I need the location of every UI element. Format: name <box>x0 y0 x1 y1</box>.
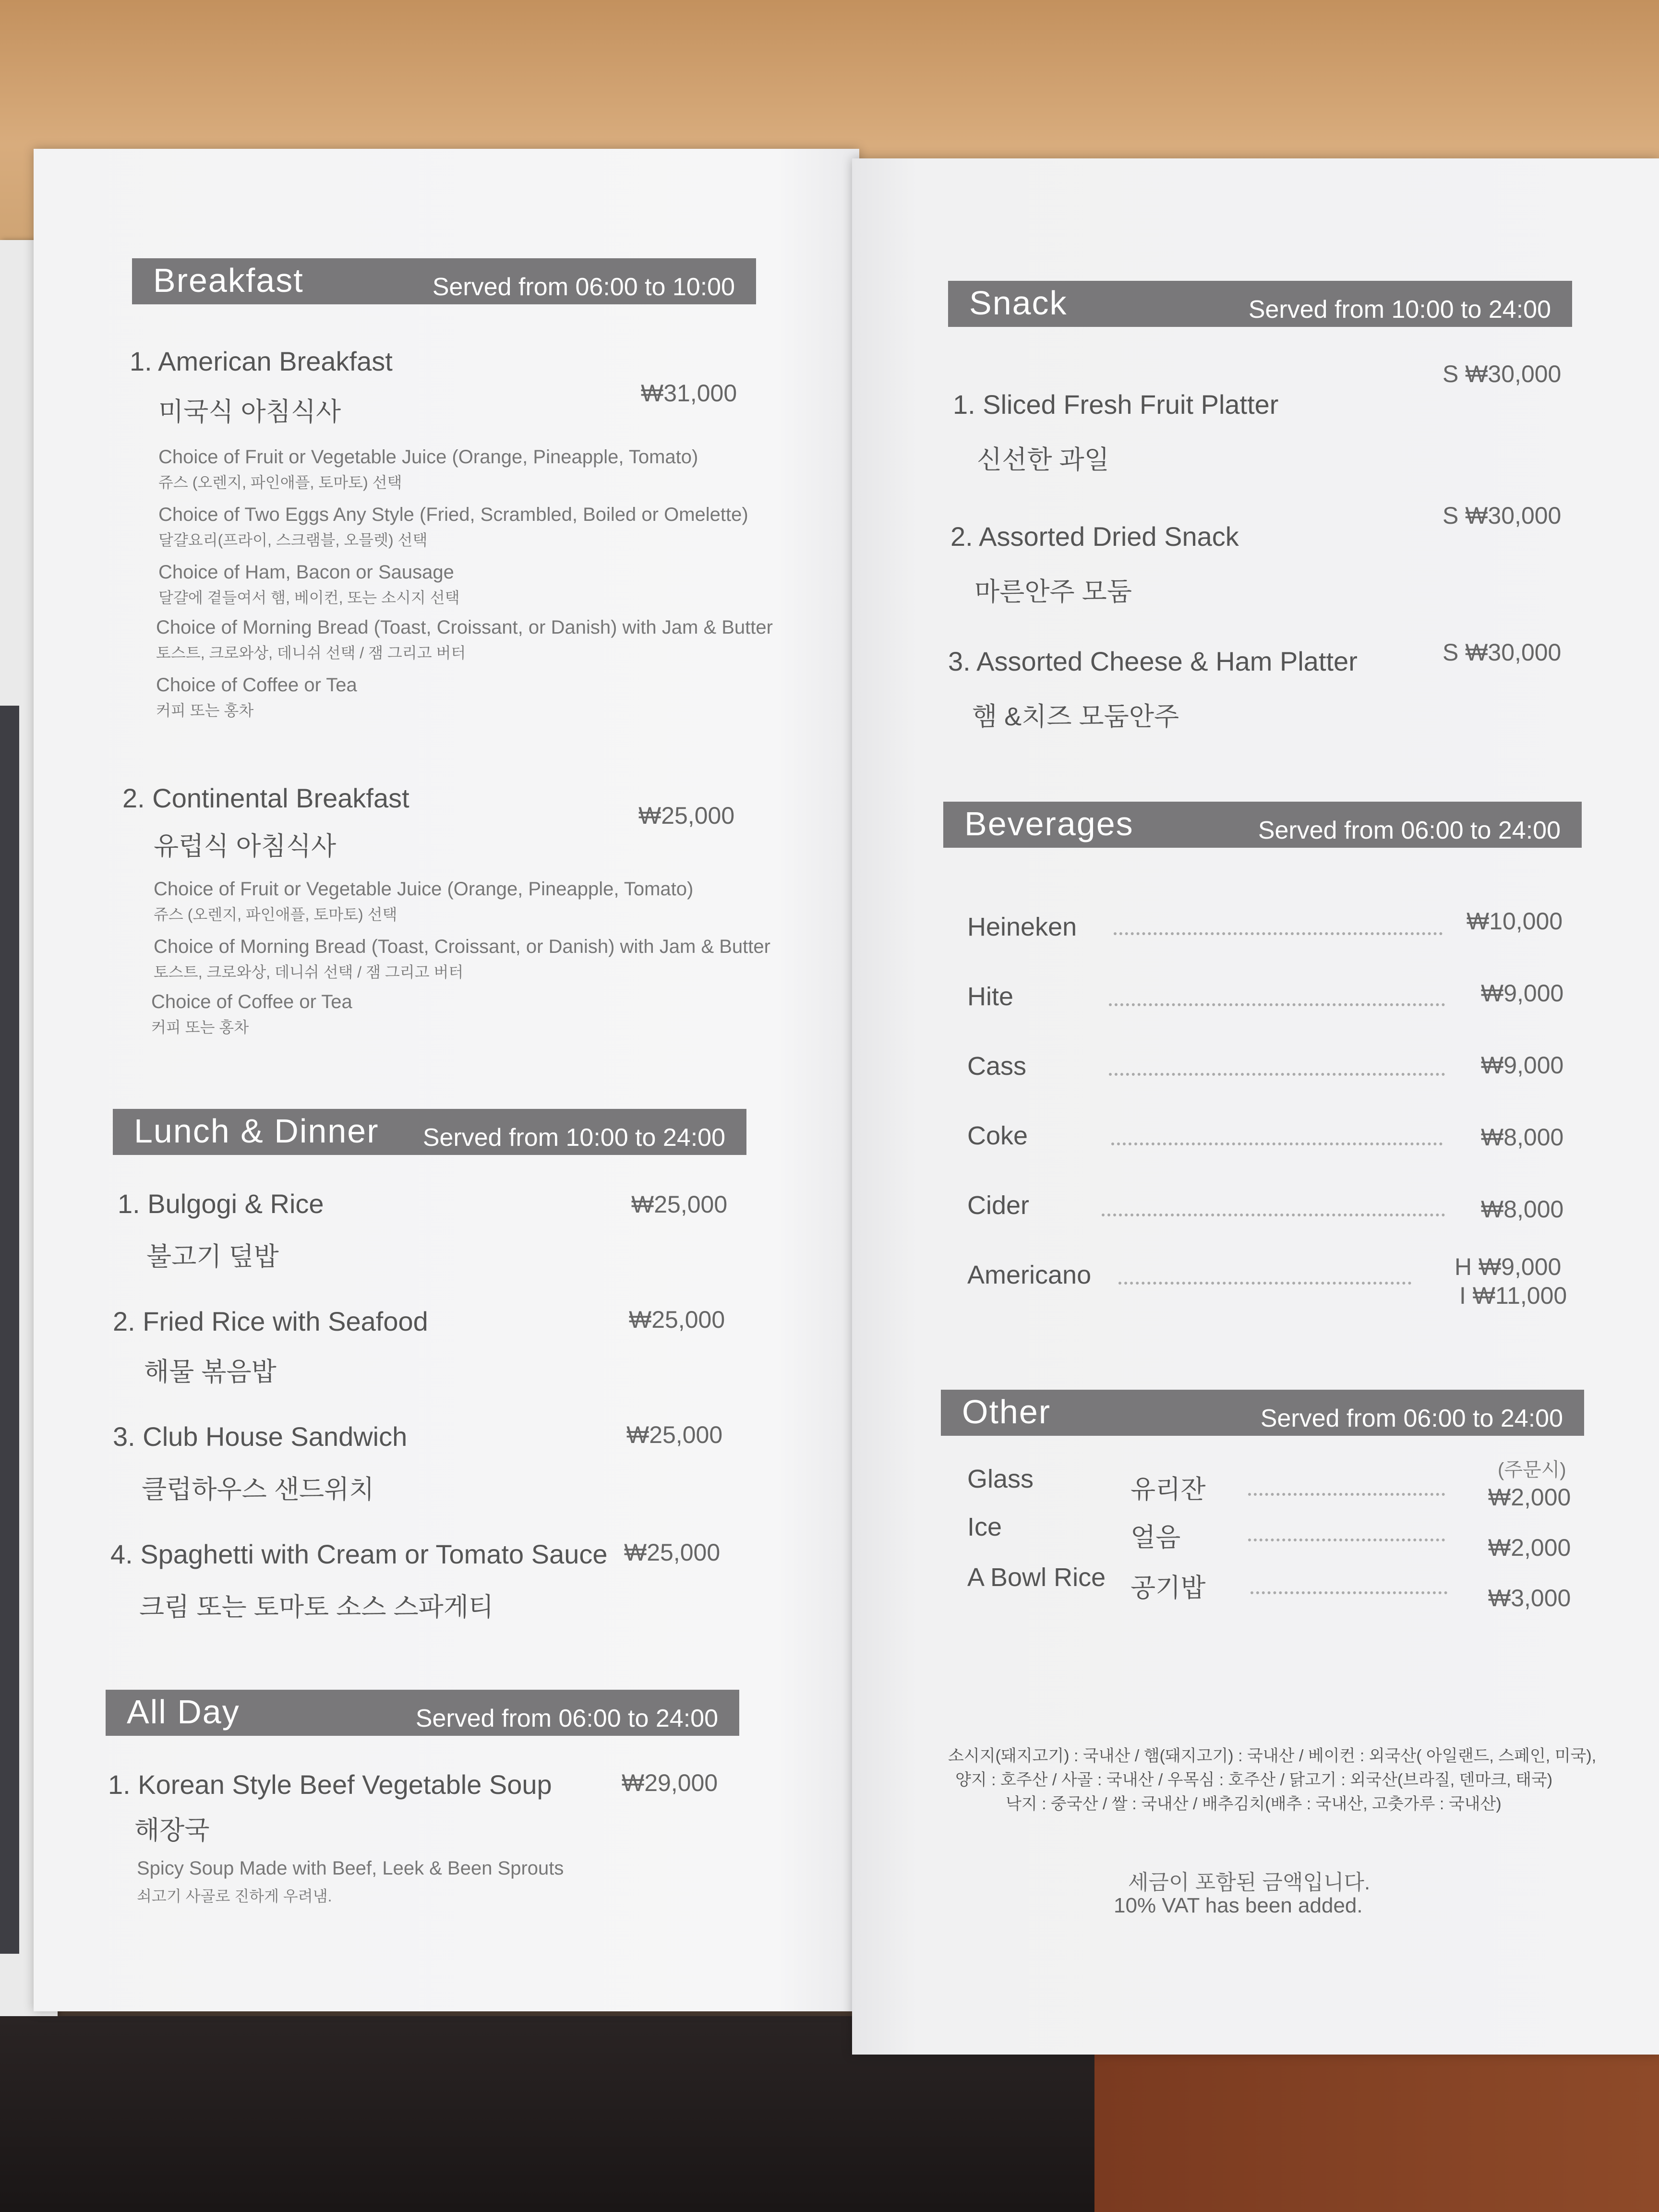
menu-item-title: 3. Assorted Cheese & Ham Platter <box>948 646 1358 676</box>
menu-item-korean: 해장국 <box>134 1816 210 1845</box>
other-item-price: ₩3,000 <box>1488 1585 1571 1611</box>
item-detail-korean: 쇠고기 사골로 진하게 우려냄. <box>137 1887 332 1905</box>
item-detail: Choice of Two Eggs Any Style (Fried, Scrambled, Boiled or Omelette) <box>158 504 748 525</box>
menu-item-korean: 불고기 덮밥 <box>146 1242 279 1271</box>
menu-item-korean: 신선한 과일 <box>977 445 1109 474</box>
snack-header <box>948 281 1572 327</box>
item-detail-korean: 쥬스 (오렌지, 파인애플, 토마토) 선택 <box>154 906 397 923</box>
menu-item-korean: 미국식 아침식사 <box>158 397 341 426</box>
lunch-dinner-title: Lunch & Dinner <box>134 1112 379 1150</box>
vat-note-korean: 세금이 포함된 금액입니다. <box>1128 1871 1370 1894</box>
other-title: Other <box>962 1393 1051 1431</box>
all-day-time: Served from 06:00 to 24:00 <box>415 1705 718 1732</box>
origin-note: 소시지(돼지고기) : 국내산 / 햄(돼지고기) : 국내산 / 베이컨 : 외국산( 아일랜드, 스페인, 미국), <box>948 1747 1597 1765</box>
menu-item-price: ₩29,000 <box>622 1769 718 1796</box>
item-detail-korean: 달걀에 곁들여서 햄, 베이컨, 또는 소시지 선택 <box>158 589 460 606</box>
leader-dots <box>1102 1214 1445 1216</box>
item-detail: Choice of Ham, Bacon or Sausage <box>158 562 454 583</box>
other-time: Served from 06:00 to 24:00 <box>1260 1405 1563 1432</box>
leader-dots <box>1250 1591 1447 1594</box>
menu-right-page <box>852 158 1659 2055</box>
leader-dots <box>1248 1539 1445 1541</box>
breakfast-time: Served from 06:00 to 10:00 <box>432 273 735 301</box>
menu-item-price: ₩25,000 <box>638 802 735 829</box>
other-item-korean: 공기밥 <box>1130 1574 1206 1602</box>
leader-dots <box>1109 1073 1445 1076</box>
order-note: (주문시) <box>1498 1459 1566 1480</box>
menu-item-price: ₩25,000 <box>631 1191 728 1218</box>
leader-dots <box>1114 932 1443 935</box>
item-detail: Choice of Fruit or Vegetable Juice (Orange, Pineapple, Tomato) <box>154 878 694 900</box>
other-item-name: A Bowl Rice <box>967 1563 1106 1592</box>
item-detail: Choice of Coffee or Tea <box>156 674 357 696</box>
menu-item-title: 4. Spaghetti with Cream or Tomato Sauce <box>110 1539 608 1569</box>
beverage-price: ₩9,000 <box>1481 980 1564 1007</box>
item-detail-korean: 토스트, 크로와상, 데니쉬 선택 / 잼 그리고 버터 <box>154 963 464 981</box>
other-item-name: Glass <box>967 1465 1034 1493</box>
lunch-dinner-time: Served from 10:00 to 24:00 <box>422 1124 725 1152</box>
menu-item-price: ₩25,000 <box>626 1421 723 1448</box>
other-item-korean: 유리잔 <box>1130 1475 1206 1504</box>
menu-item-korean: 유럽식 아침식사 <box>154 832 337 861</box>
underlying-page-image <box>0 706 19 1954</box>
lunch-dinner-header <box>113 1109 746 1155</box>
item-detail: Spicy Soup Made with Beef, Leek & Been Sprouts <box>137 1858 564 1879</box>
leader-dots <box>1109 1003 1445 1006</box>
other-item-price: ₩2,000 <box>1488 1484 1571 1511</box>
beverage-name: Heineken <box>967 913 1077 941</box>
menu-item-korean: 크림 또는 토마토 소스 스파게티 <box>139 1593 494 1622</box>
item-detail-korean: 달걀요리(프라이, 스크램블, 오믈렛) 선택 <box>158 531 428 549</box>
item-detail: Choice of Morning Bread (Toast, Croissant, or Danish) with Jam & Butter <box>156 617 773 638</box>
beverage-name: Coke <box>967 1121 1028 1150</box>
other-item-korean: 얼음 <box>1130 1523 1181 1552</box>
item-detail-korean: 쥬스 (오렌지, 파인애플, 토마토) 선택 <box>158 474 402 491</box>
item-detail: Choice of Coffee or Tea <box>151 991 352 1012</box>
menu-item-price: S ₩30,000 <box>1443 502 1562 529</box>
menu-item-title: 3. Club House Sandwich <box>113 1421 408 1452</box>
item-detail: Choice of Morning Bread (Toast, Croissant, or Danish) with Jam & Butter <box>154 936 770 957</box>
menu-item-korean: 마른안주 모둠 <box>974 577 1132 606</box>
beverage-name: Hite <box>967 982 1014 1011</box>
item-detail: Choice of Fruit or Vegetable Juice (Orange, Pineapple, Tomato) <box>158 446 698 468</box>
item-detail-korean: 커피 또는 홍차 <box>156 702 254 719</box>
snack-title: Snack <box>969 284 1068 322</box>
beverage-price-hot: H ₩9,000 <box>1455 1253 1562 1280</box>
menu-item-title: 1. Sliced Fresh Fruit Platter <box>953 389 1279 420</box>
menu-item-korean: 해물 볶음밥 <box>144 1358 276 1386</box>
menu-item-title: 1. American Breakfast <box>130 346 393 376</box>
menu-item-title: 1. Korean Style Beef Vegetable Soup <box>108 1769 552 1800</box>
item-detail-korean: 커피 또는 홍차 <box>151 1019 249 1036</box>
beverage-price: ₩8,000 <box>1481 1124 1564 1151</box>
leader-dots <box>1111 1142 1443 1145</box>
beverage-price: ₩8,000 <box>1481 1196 1564 1223</box>
beverages-title: Beverages <box>964 805 1134 842</box>
leader-dots <box>1118 1282 1411 1285</box>
menu-item-title: 2. Continental Breakfast <box>122 783 409 813</box>
beverage-name: Americano <box>967 1261 1092 1289</box>
beverage-price: ₩9,000 <box>1481 1052 1564 1079</box>
item-detail-korean: 토스트, 크로와상, 데니쉬 선택 / 잼 그리고 버터 <box>156 644 466 661</box>
menu-item-title: 2. Fried Rice with Seafood <box>113 1306 428 1336</box>
menu-item-price: ₩31,000 <box>641 380 737 407</box>
beverage-price-iced: I ₩11,000 <box>1459 1282 1567 1309</box>
menu-item-title: 1. Bulgogi & Rice <box>118 1189 324 1219</box>
menu-item-title: 2. Assorted Dried Snack <box>950 521 1239 552</box>
beverages-header <box>943 802 1582 848</box>
beverages-time: Served from 06:00 to 24:00 <box>1258 817 1561 844</box>
menu-item-price: S ₩30,000 <box>1443 361 1562 387</box>
menu-item-price: ₩25,000 <box>624 1539 721 1566</box>
leader-dots <box>1248 1493 1445 1496</box>
origin-note: 양지 : 호주산 / 사골 : 국내산 / 우목심 : 호주산 / 닭고기 : 외국산(브라질, 덴마크, 태국) <box>955 1771 1553 1789</box>
snack-time: Served from 10:00 to 24:00 <box>1248 296 1551 324</box>
other-header <box>941 1390 1584 1436</box>
menu-item-korean: 햄 &치즈 모둠안주 <box>972 702 1179 731</box>
beverage-price: ₩10,000 <box>1467 908 1563 935</box>
other-item-price: ₩2,000 <box>1488 1534 1571 1561</box>
menu-item-price: S ₩30,000 <box>1443 639 1562 666</box>
menu-left-page <box>34 149 859 2011</box>
beverage-name: Cider <box>967 1191 1030 1220</box>
vat-note-english: 10% VAT has been added. <box>1114 1894 1363 1917</box>
menu-item-korean: 클럽하우스 샌드위치 <box>142 1475 374 1504</box>
breakfast-header <box>132 258 756 304</box>
menu-item-price: ₩25,000 <box>629 1306 725 1333</box>
all-day-title: All Day <box>127 1693 240 1731</box>
origin-note: 낙지 : 중국산 / 쌀 : 국내산 / 배추김치(배추 : 국내산, 고춧가루 : 국내산) <box>1006 1795 1502 1813</box>
breakfast-title: Breakfast <box>153 262 304 299</box>
other-item-name: Ice <box>967 1513 1002 1541</box>
all-day-header <box>106 1690 739 1736</box>
beverage-name: Cass <box>967 1052 1027 1081</box>
